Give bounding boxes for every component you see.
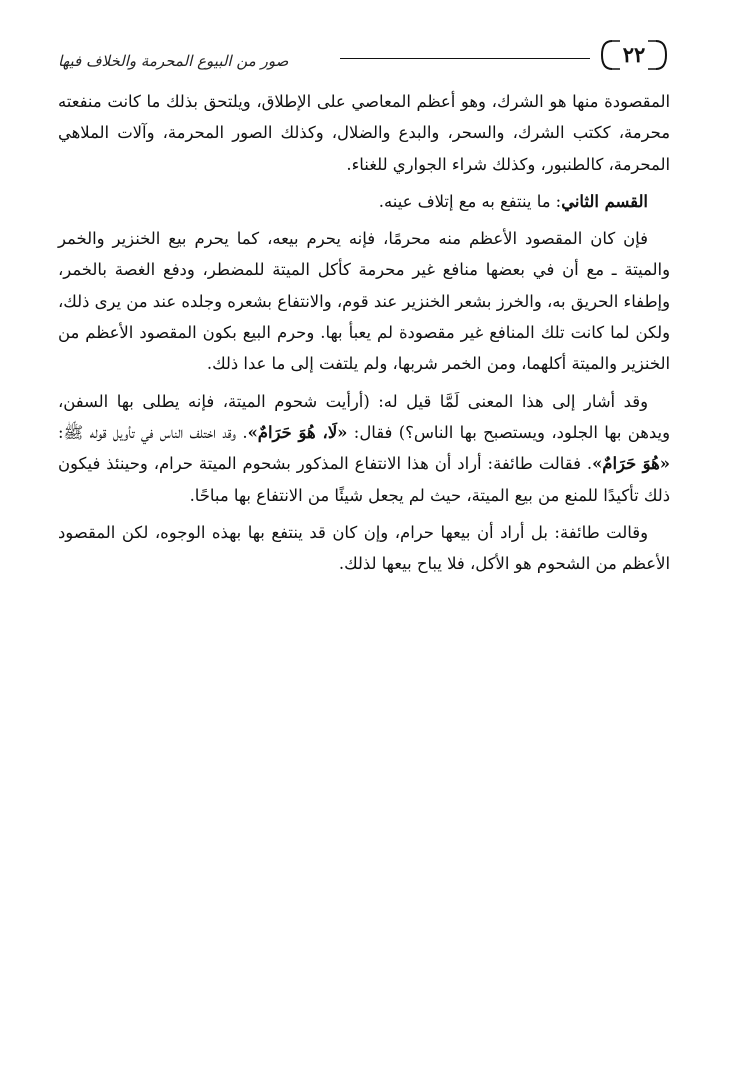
paragraph [58, 386, 670, 511]
paragraph [58, 517, 670, 580]
main-text [58, 86, 670, 585]
running-title: صور من البيوع المحرمة والخلاف فيها [58, 52, 289, 70]
paragraph-text: فإن كان المقصود الأعظم منه محرمًا، فإنه يحرم بيعه، كما يحرم بيع الخنزير والخمر والميتة ـ مع أن في بعضها منافع غير محرمة كأكل الميتة للمضطر، ودفع الغصة بالخمر، وإطفاء الحريق به، والخرز بشعر الخنزير عند قوم، والانتفاع بشعره وجلده عند من يرى ذلك، ولكن لما كانت تلك المنافع غير مقصودة لم يعبأ بها. وحرم البيع بكون المقصود الأعظم من الخنزير والميتة أكلهما، ومن الخمر شربها، ولم يلتفت إلى ما عدا ذلك. [58, 229, 670, 374]
paragraph-text: المقصودة منها هو الشرك، وهو أعظم المعاصي على الإطلاق، ويلتحق بذلك ما كانت منفعته محرمة، ككتب الشرك، والسحر، والبدع والضلال، وكذلك الصور المحرمة، وآلات الملاهي المحرمة، كالطنبور، وكذلك شراء الجواري للغناء. [58, 92, 670, 174]
page-header [58, 38, 670, 74]
paragraph-text: : ما ينتفع به مع إتلاف عينه. [378, 191, 562, 211]
paragraph [58, 86, 670, 180]
paragraph-text: وقالت طائفة: بل أراد أن بيعها حرام، وإن كان قد ينتفع بها بهذه الوجوه، لكن المقصود الأعظم من الشحوم هو الأكل، فلا يباح بيعها لذلك. [58, 522, 670, 574]
header-rule [340, 58, 590, 59]
hadith-quote: «لَا، هُوَ حَرَامٌ» [247, 422, 348, 442]
section-label: القسم الثاني [561, 191, 648, 211]
paragraph-text: . وقد اختلف الناس في تأويل قوله ﷺ: [58, 422, 248, 442]
paragraph [58, 186, 670, 217]
hadith-quote: «هُوَ حَرَامٌ» [592, 454, 670, 474]
paragraph-text: وقد أشار إلى هذا المعنى لَمَّا قيل له: (أرأيت شحوم الميتة، فإنه يطلى بها السفن، ويدهن بها الجلود، ويستصبح بها الناس؟) فقال: [58, 391, 670, 442]
paragraph [58, 223, 670, 379]
page-number-frame [598, 38, 670, 72]
page-number: ٢٢ [622, 42, 646, 67]
paragraph-text: . فقالت طائفة: أراد أن هذا الانتفاع المذكور بشحوم الميتة حرام، وحينئذ فيكون ذلك تأكيدًا للمنع من بيع الميتة، حيث لم يجعل شيئًا من الانتفاع بها مباحًا. [58, 454, 670, 505]
